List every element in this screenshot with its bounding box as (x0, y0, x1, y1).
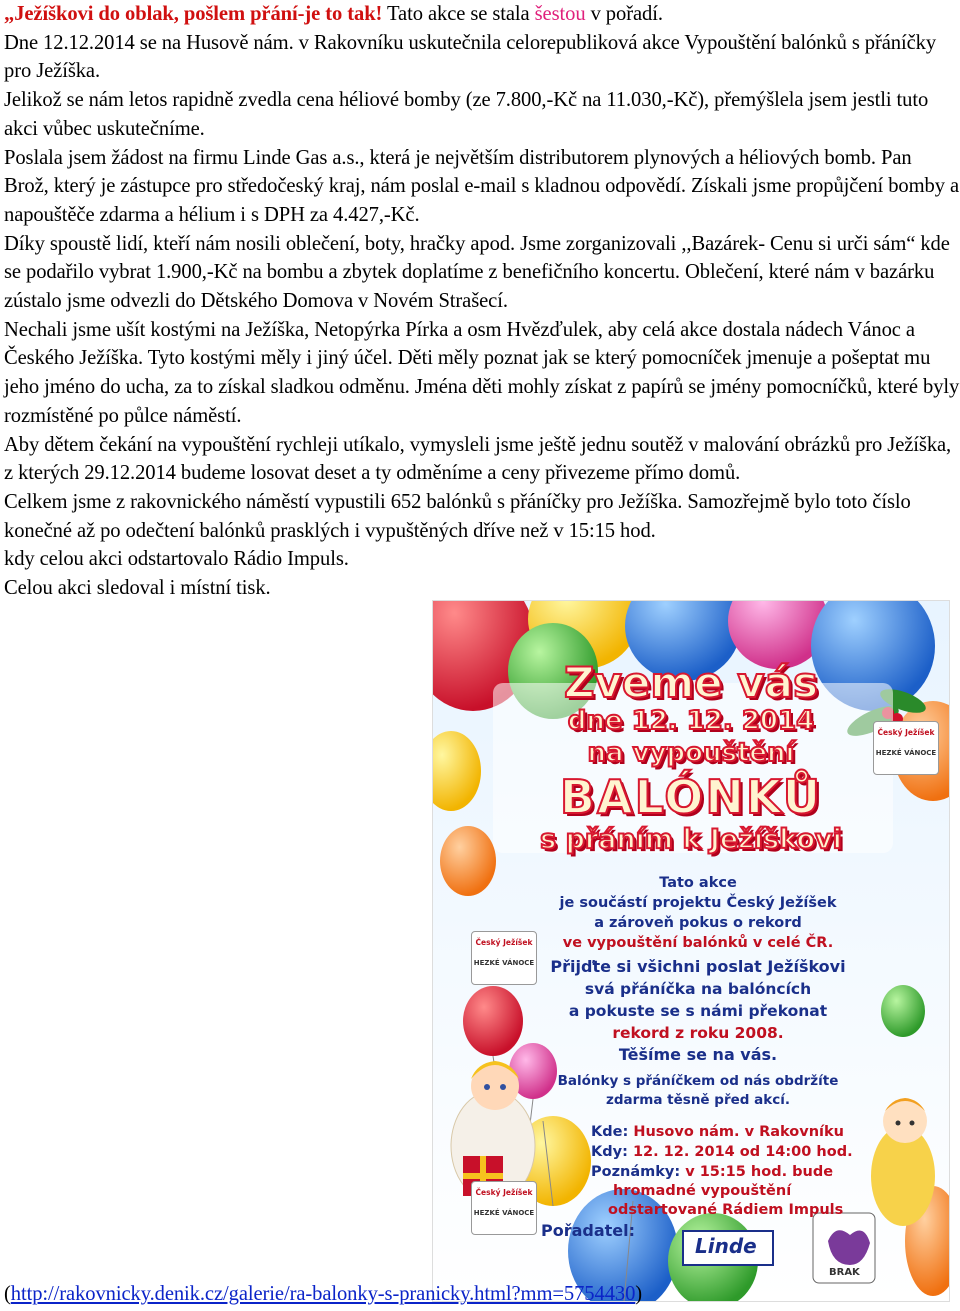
organizer-label: Pořadatel: (541, 1221, 636, 1240)
notes-value-3: odstartované Rádiem Impuls (608, 1202, 844, 1218)
poster-line-4: ve vypouštění balónků v celé ČR. (562, 935, 834, 951)
when-value: 12. 12. 2014 od 14:00 hod. (632, 1144, 853, 1160)
linde-logo: Linde (695, 1234, 757, 1258)
poster-line-2: je součástí projektu Český Ježíšek (559, 895, 837, 911)
poster-line-10: Balónky s přáníčkem od nás obdržíte (557, 1073, 839, 1089)
paragraph-bazaar: Díky spoustě lidí, kteří nám nosili oblečení, boty, hračky apod. Jsme zorganizovali ,,Bazárek- Cenu si urči sám“ kde se podařilo vybrat 1.900,-Kč na bombu a zbytek doplatíme z benefičního koncertu. Oblečení, které nám v bazárku zústalo jsme odvezli do Dětského Domova v Novém Strašecí. (4, 232, 950, 313)
notes-value-1: v 15:15 hod. bude (685, 1164, 834, 1180)
badge-top-text: Český Ježíšek (475, 1188, 533, 1197)
intro-text-a: Tato akce se stala (382, 3, 535, 25)
poster-line-11: zdarma těsně před akcí. (606, 1092, 790, 1108)
badge-bottom-text: HEZKÉ VÁNOCE (473, 1209, 535, 1217)
badge-top-text: Český Ježíšek (475, 938, 533, 947)
poster-when (591, 1143, 853, 1162)
headline-quote: „Ježíškovi do oblak, pošlem přání-je to tak! (4, 3, 383, 25)
badge-bottom-text: HEZKÉ VÁNOCE (875, 749, 937, 757)
cesky-jezisek-badge-3 (471, 1181, 537, 1235)
source-open-paren: ( (4, 1283, 11, 1305)
source-close-paren: ) (635, 1283, 643, 1305)
badge-bottom-text: HEZKÉ VÁNOCE (473, 959, 535, 967)
brak-logo: BRAK (829, 1267, 860, 1278)
poster-notes (591, 1163, 833, 1182)
when-label: Kdy: (591, 1144, 628, 1160)
balloon-green-icon (881, 985, 925, 1037)
poster-line-5: Přijďte si všichni poslat Ježíškovi (550, 957, 846, 976)
poster-where (591, 1123, 844, 1142)
paragraph-drawing-contest: Aby dětem čekání na vypouštění rychleji utíkalo, vymysleli jsme ještě jednu soutěž v malování obrázků pro Ježíška, z kterých 29.12.2014 budeme losovat deset a ty odměníme a ceny přivezeme přímo domů. (4, 433, 952, 485)
poster-line-3: a zároveň pokus o rekord (594, 915, 802, 931)
paragraph-price: Jelikož se nám letos rapidně zvedla cena héliové bomby (ze 7.800,-Kč na 11.030,-Kč), přemýšlela jsem jestli tuto akci vůbec uskutečníme. (4, 89, 929, 140)
poster-title-wish: s přáním k Ježíškovi (540, 824, 842, 855)
intro-text-b: v pořadí. (585, 3, 663, 25)
paragraph-costumes: Nechali jsme ušít kostými na Ježíška, Netopýrka Pírka a osm Hvězďulek, aby celá akce dostala nádech Vánoc a Českého Ježíška. Tyto kostými měly i jiný účel. Děti měly poznat jak se který pomocníček jmenuje a pošeptat mu jeho jméno do ucha, za to získal sladkou odměnu. Jména děti mohly získat z papírů se jmény pomocníčků, které byly rozmístěné po půlce náměstí. (4, 318, 960, 427)
notes-label: Poznámky: (591, 1164, 681, 1180)
poster-title-balloons: BALÓNKŮ (559, 770, 823, 824)
poster-title-release: na vypouštění (587, 738, 795, 768)
poster-line-9: Těšíme se na vás. (618, 1045, 778, 1064)
source-line (4, 1280, 960, 1309)
poster-line-6: svá přáníčka na balóncích (584, 980, 812, 998)
poster-title-date: dne 12. 12. 2014 (567, 706, 815, 736)
where-value: Husovo nám. v Rakovníku (633, 1124, 844, 1140)
poster-line-7: a pokuste se s námi překonat (568, 1002, 828, 1020)
balloon-red-icon (463, 986, 523, 1056)
article-text (4, 0, 960, 603)
notes-value-2: hromadné vypouštění (613, 1183, 792, 1199)
paragraph-press: Celou akci sledoval i místní tisk. (4, 577, 271, 600)
paragraph-date: Dne 12.12.2014 se na Husově nám. v Rakovníku uskutečnila celorepubliková akce Vypouštění balónků s přáníčky pro Ježíška. (4, 31, 937, 83)
cesky-jezisek-badge-2 (471, 931, 537, 985)
event-poster (432, 600, 950, 1302)
source-link[interactable]: http://rakovnicky.denik.cz/galerie/ra-balonky-s-pranicky.html?mm=5754430 (10, 1283, 636, 1305)
paragraph-radio: kdy celou akci odstartovalo Rádio Impuls. (4, 548, 349, 571)
badge-top-text: Český Ježíšek (877, 728, 935, 737)
paragraph-intro (4, 0, 960, 29)
cesky-jezisek-badge (873, 721, 939, 775)
poster-title-invite: Zveme vás (564, 658, 818, 707)
where-label: Kde: (591, 1124, 629, 1140)
paragraph-total: Celkem jsme z rakovnického náměstí vypustili 652 balónků s přáníčky pro Ježíška. Samozřejmě bylo toto číslo konečné až po odečtení balónků prasklých i vypuštěných dříve než v 15:15 hod. (4, 490, 911, 542)
paragraph-linde: Poslala jsem žádost na firmu Linde Gas a.s., která je největším distributorem plynových a héliových bomb. Pan Brož, který je zástupce pro středočeský kraj, nám poslal e-mail s kladnou odpovědí. Získali jsme propůjčení bomby a napouštěče zdarma a hélium i s DPH za 4.427,-Kč. (4, 146, 960, 226)
poster-line-8: rekord z roku 2008. (612, 1024, 784, 1042)
poster-line-1: Tato akce (659, 875, 737, 891)
intro-highlight: šestou (534, 3, 586, 25)
